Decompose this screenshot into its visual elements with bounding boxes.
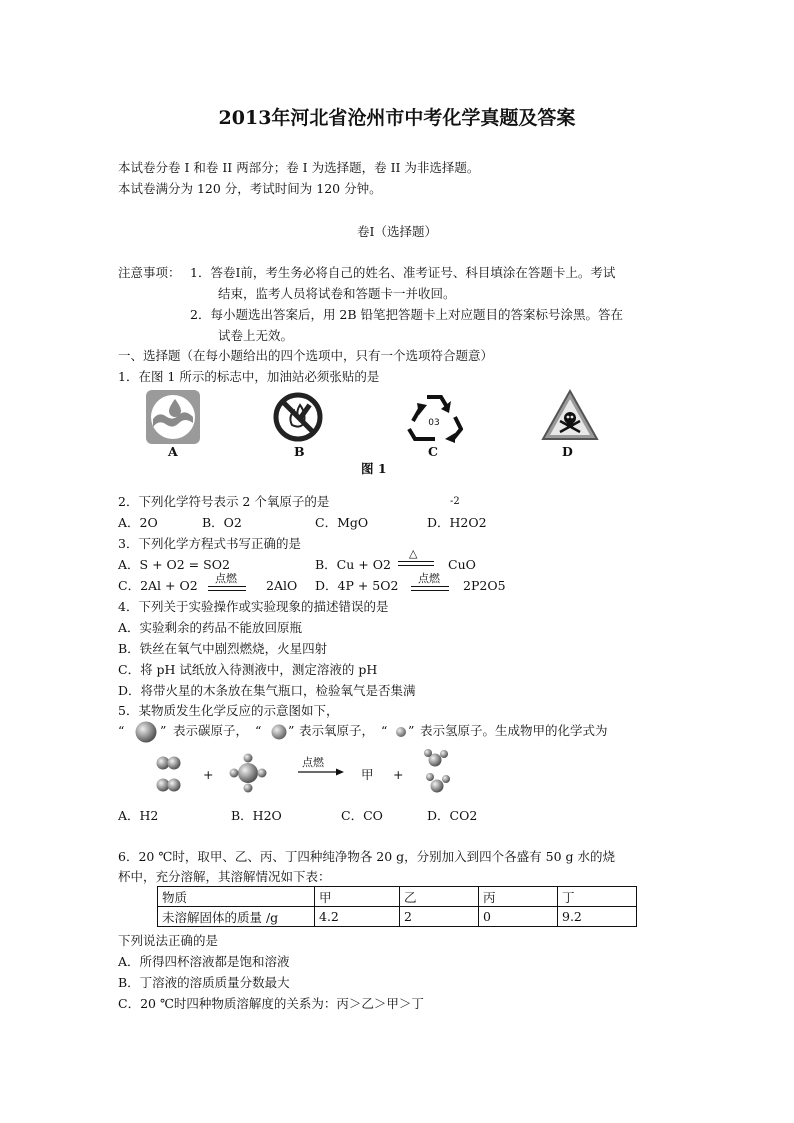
table-cell: 0 bbox=[479, 907, 558, 927]
q4-option-b: B．铁丝在氧气中剧烈燃烧，火星四射 bbox=[118, 641, 328, 656]
q4-option-a: A．实验剩余的药品不能放回原瓶 bbox=[118, 620, 303, 635]
q2-option-c: C．MgO bbox=[315, 515, 369, 530]
methane-molecule bbox=[230, 754, 267, 793]
table-header-cell: 物质 bbox=[158, 887, 315, 907]
q6-option-b: B．丁溶液的溶质质量分数最大 bbox=[118, 975, 290, 990]
solubility-table bbox=[157, 886, 637, 927]
q5-option-d: D．CO2 bbox=[427, 808, 478, 823]
q3-option-d-condition: 点燃 bbox=[418, 572, 440, 585]
q3-option-b-left: B．Cu + O2 bbox=[315, 557, 391, 572]
q2-superscript: -2 bbox=[450, 496, 460, 507]
q5-condition: 点燃 bbox=[302, 756, 324, 769]
q5-legend-hydrogen: 表示氢原子。生成物甲的化学式为 bbox=[420, 723, 608, 738]
table-header-cell: 乙 bbox=[400, 887, 479, 907]
q3-option-c-condition: 点燃 bbox=[215, 572, 237, 585]
q2-option-a: A．2O bbox=[118, 515, 158, 530]
q6-stem-line1: 6．20 ℃时，取甲、乙、丙、丁四种纯净物各 20 g，分别加入到四个各盛有 50 g 水的烧 bbox=[118, 849, 615, 864]
q1-label-d: D bbox=[562, 444, 573, 459]
q5-option-b: B．H2O bbox=[231, 808, 282, 823]
q5-option-c: C．CO bbox=[341, 808, 383, 823]
q6-option-c: C．20 ℃时四种物质溶解度的关系为：丙＞乙＞甲＞丁 bbox=[118, 996, 424, 1011]
intro-line-2: 本试卷满分为 120 分，考试时间为 120 分钟。 bbox=[118, 181, 382, 196]
q1-figure-caption: 图 1 bbox=[361, 461, 387, 476]
recycle-sign-icon bbox=[405, 391, 463, 443]
intro-line-1: 本试卷分卷 I 和卷 II 两部分；卷 I 为选择题，卷 II 为非选择题。 bbox=[118, 160, 480, 175]
notice-item2-line1: 2．每小题选出答案后，用 2B 铅笔把答题卡上对应题目的答案标号涂黑。答在 bbox=[190, 307, 624, 322]
q2-option-d: D．H2O2 bbox=[427, 515, 487, 530]
notice-label: 注意事项： bbox=[118, 265, 181, 280]
table-cell: 未溶解固体的质量 /g bbox=[158, 907, 315, 927]
table-header-cell: 丁 bbox=[558, 887, 637, 907]
q1-label-b: B bbox=[294, 444, 305, 459]
section-title: 卷Ⅰ（选择题） bbox=[357, 224, 437, 239]
q3-option-a: A．S + O2 = SO2 bbox=[118, 557, 230, 572]
q5-legend-oxygen: 表示氧原子， bbox=[299, 723, 375, 738]
q6-question: 下列说法正确的是 bbox=[118, 933, 219, 948]
table-cell: 9.2 bbox=[558, 907, 637, 927]
water-drop-sign-icon bbox=[145, 389, 201, 445]
q6-option-a: A．所得四杯溶液都是饱和溶液 bbox=[118, 954, 290, 969]
q2-option-b: B．O2 bbox=[202, 515, 242, 530]
q5-stem: 5．某物质发生化学反应的示意图如下， bbox=[118, 703, 339, 718]
q3-option-b-right: CuO bbox=[448, 557, 476, 572]
toxic-sign-icon bbox=[540, 388, 600, 442]
q5-plus-2: + bbox=[393, 767, 404, 782]
q3-option-d-right: 2P2O5 bbox=[463, 578, 506, 593]
q6-stem-line2: 杯中，充分溶解，其溶解情况如下表： bbox=[118, 869, 331, 884]
carbon-atom-icon bbox=[134, 720, 158, 744]
q4-stem: 4．下列关于实验操作或实验现象的描述错误的是 bbox=[118, 599, 389, 614]
q5-plus-1: + bbox=[203, 767, 214, 782]
table-row bbox=[158, 907, 637, 927]
part1-heading: 一、选择题（在每小题给出的四个选项中，只有一个选项符合题意） bbox=[118, 348, 494, 363]
q1-label-a: A bbox=[168, 444, 178, 459]
q5-product: 甲 bbox=[361, 767, 374, 782]
page-title: 2013年河北省沧州市中考化学真题及答案 bbox=[218, 107, 576, 129]
q3-option-c-right: 2AlO bbox=[266, 578, 298, 593]
table-header-row bbox=[158, 887, 637, 907]
table-header-cell: 丙 bbox=[479, 887, 558, 907]
q5-option-a: A．H2 bbox=[118, 808, 159, 823]
notice-item1-line1: 1．答卷Ⅰ前，考生务必将自己的姓名、准考证号、科目填涂在答题卡上。考试 bbox=[190, 265, 616, 280]
q4-option-d: D．将带火星的木条放在集气瓶口，检验氧气是否集满 bbox=[118, 683, 416, 698]
notice-item2-line2: 试卷上无效。 bbox=[218, 328, 294, 343]
water-molecules bbox=[424, 749, 450, 793]
table-cell: 4.2 bbox=[315, 907, 400, 927]
q1-label-c: C bbox=[428, 444, 438, 459]
q2-stem: 2．下列化学符号表示 2 个氧原子的是 bbox=[118, 494, 330, 509]
q1-stem: 1．在图 1 所示的标志中，加油站必须张贴的是 bbox=[118, 369, 380, 384]
no-fire-sign-icon bbox=[272, 391, 324, 443]
oxygen-molecules bbox=[157, 757, 181, 792]
oxygen-atom-icon bbox=[270, 723, 288, 741]
q4-option-c: C．将 pH 试纸放入待测液中，测定溶液的 pH bbox=[118, 662, 378, 677]
table-cell: 2 bbox=[400, 907, 479, 927]
q3-option-b-condition: △ bbox=[409, 547, 418, 560]
q3-option-c-left: C．2Al + O2 bbox=[118, 578, 198, 593]
q3-option-d-left: D．4P + 5O2 bbox=[315, 578, 399, 593]
table-header-cell: 甲 bbox=[315, 887, 400, 907]
notice-item1-line2: 结束，监考人员将试卷和答题卡一并收回。 bbox=[218, 286, 456, 301]
q5-legend-carbon: 表示碳原子， bbox=[173, 723, 249, 738]
q3-stem: 3．下列化学方程式书写正确的是 bbox=[118, 536, 301, 551]
recycle-code: 03 bbox=[428, 418, 440, 428]
hydrogen-atom-icon bbox=[395, 726, 407, 738]
